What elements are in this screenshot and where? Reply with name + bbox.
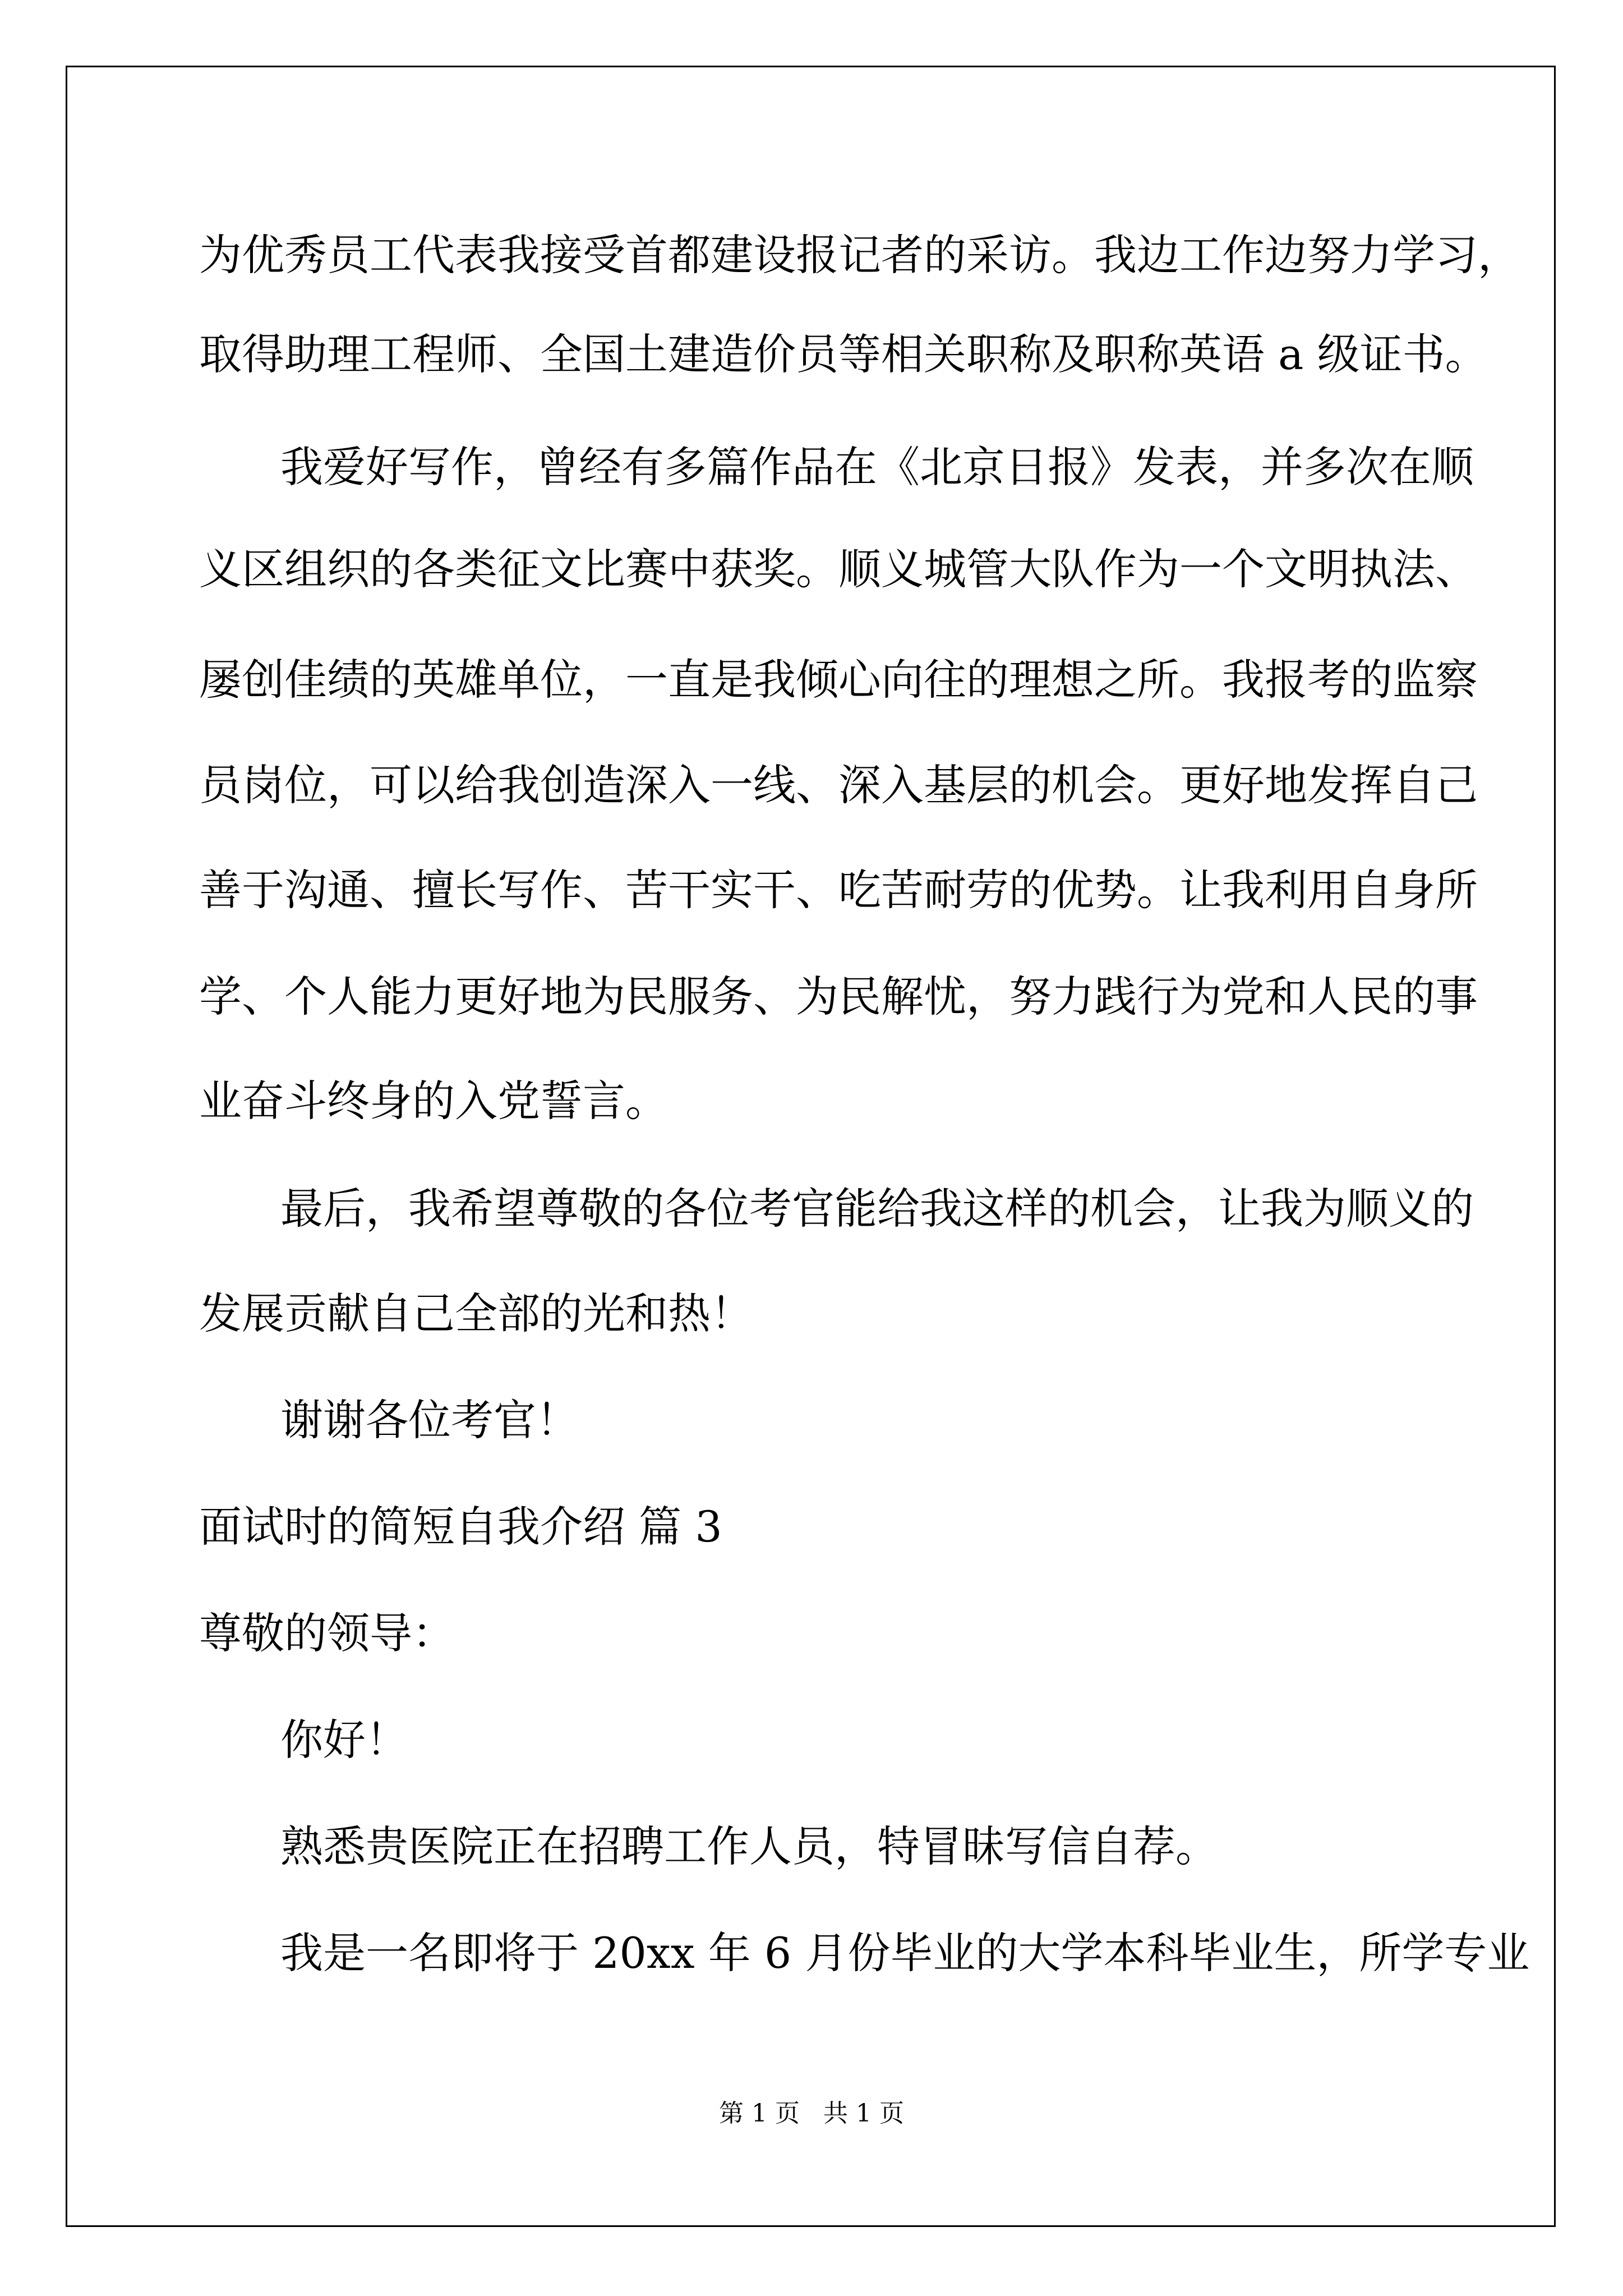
body-text-line: 学、个人能力更好地为民服务、为民解忧，努力践行为党和人民的事 xyxy=(199,972,1478,1022)
paragraph-first-line: 熟悉贵医院正在招聘工作人员，特冒昧写信自荐。 xyxy=(280,1821,1218,1871)
closing-line: 谢谢各位考官！ xyxy=(280,1395,579,1445)
paragraph-first-line: 我是一名即将于 20xx 年 6 月份毕业的大学本科毕业生，所学专业 xyxy=(280,1928,1530,1978)
body-text-line: 善于沟通、擅长写作、苦干实干、吃苦耐劳的优势。让我利用自身所 xyxy=(199,865,1478,915)
body-text-line: 发展贡献自己全部的光和热！ xyxy=(199,1289,753,1338)
page-border xyxy=(66,66,1556,2227)
section-heading: 面试时的简短自我介绍 篇 3 xyxy=(199,1502,722,1552)
salutation: 尊敬的领导： xyxy=(199,1608,455,1658)
body-text-line: 取得助理工程师、全国土建造价员等相关职称及职称英语 a 级证书。 xyxy=(199,329,1488,379)
body-text-line: 义区组织的各类征文比赛中获奖。顺义城管大队作为一个文明执法、 xyxy=(199,544,1478,594)
greeting: 你好！ xyxy=(280,1715,408,1765)
body-text-line: 员岗位，可以给我创造深入一线、深入基层的机会。更好地发挥自己 xyxy=(199,760,1478,810)
body-text-line: 业奋斗终身的入党誓言。 xyxy=(199,1076,668,1126)
body-text-line: 屡创佳绩的英雄单位，一直是我倾心向往的理想之所。我报考的监察 xyxy=(199,655,1478,705)
paragraph-first-line: 我爱好写作，曾经有多篇作品在《北京日报》发表，并多次在顺 xyxy=(280,442,1474,492)
body-text-line: 为优秀员工代表我接受首都建设报记者的采访。我边工作边努力学习， xyxy=(199,230,1520,280)
paragraph-first-line: 最后，我希望尊敬的各位考官能给我这样的机会，让我为顺义的 xyxy=(280,1184,1474,1234)
page-footer: 第 1 页 共 1 页 xyxy=(719,2099,904,2128)
